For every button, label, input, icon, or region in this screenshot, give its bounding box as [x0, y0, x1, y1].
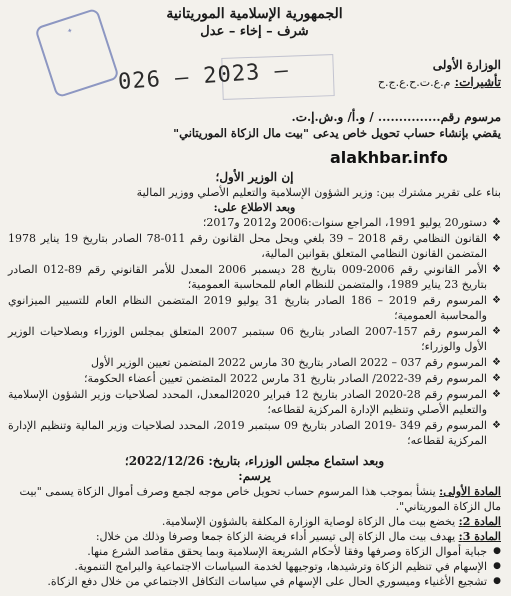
list-item: ● تشجيع الأغنياء وميسوري الحال على الإسهام في سياسات التكافل الاجتماعي من خلال دفع الزكاة.	[8, 574, 501, 589]
list-item: ❖ المرسوم رقم 157-2007 الصادر بتاريخ 06 سبتمبر 2007 المتعلق بمجلس الوزراء وبصلاحيات الوزير الأول والوزراء؛	[8, 324, 501, 354]
decree-subject: يقضي بإنشاء حساب تحويل خاص يدعى "بيت مال الزكاة الموريتاني"	[173, 126, 501, 140]
article-3-text: يهدف بيت مال الزكاة إلى تيسير أداء فريضة الزكاة جمعا وصرفا وذلك من خلال:	[95, 530, 459, 543]
article-2	[8, 514, 501, 529]
article-2-text: يخضع بيت مال الزكاة لوصاية الوزارة المكلفة بالشؤون الإسلامية.	[161, 515, 459, 528]
decrees-heading: يرسم:	[238, 469, 271, 483]
article-1-text: ينشأ بموجب هذا المرسوم حساب تحويل خاص موجه لجمع وصرف أموال الزكاة يسمى "بيت مال الزكاة الموريتاني".	[19, 485, 501, 513]
handwritten-number: 026 – 2023 –	[117, 58, 290, 95]
list-item: ❖ المرسوم رقم 2019 – 186 الصادر بتاريخ 31 يوليو 2019 المتضمن النظام العام للتسيير الميزانوي والمحاسبة العمومية؛	[8, 293, 501, 323]
article-2-label: المادة 2:	[458, 515, 501, 528]
list-item: ● الإسهام في تنظيم الزكاة وترشيدها، وتوجيهها لخدمة السياسات الاجتماعية والبرامج التنموية.	[8, 559, 501, 574]
list-item: ❖ المرسوم رقم 28-2020 الصادر بتاريخ 12 فبراير 2020المعدل، المحدد لصلاحيات وزير الشؤون الإسلامية والتعليم الأصلي وتنظيم الإدارة المركزية لقطاعه؛	[8, 387, 501, 417]
pm-heading: إن الوزير الأول؛	[215, 170, 294, 184]
watermark: alakhbar.info	[330, 148, 448, 167]
republic-header: الجمهورية الإسلامية الموريتانية	[166, 6, 343, 22]
list-item: ❖ المرسوم رقم 349 -2019 الصادر بتاريخ 09 سبتمبر 2019، المحدد لصلاحيات وزير المالية وتنظيم الإدارة المركزية لقطاعه؛	[8, 418, 501, 448]
visas-label: تأشيرات:	[454, 75, 501, 89]
ministry-block	[378, 57, 501, 91]
visas-line	[378, 74, 501, 91]
article-3-list	[8, 544, 501, 589]
after-review: وبعد الاطلاع على:	[213, 201, 296, 214]
list-item: ❖ الأمر القانوني رقم 2006-009 بتاريخ 28 ديسمبر 2006 المعدل للأمر القانوني رقم 89-012 الصادر بتاريخ 23 يناير 1989، والمتضمن للنظام العام للمحاسبة العمومية؛	[8, 262, 501, 292]
article-3	[8, 529, 501, 544]
article-3-label: المادة 3:	[458, 530, 501, 543]
ministry-name: الوزارة الأولى	[432, 58, 501, 72]
article-1-label: المادة الأولى:	[439, 485, 501, 498]
decree-title: مرسوم رقم............... / و.أ/ و.ش.إ.ت.	[291, 110, 501, 124]
list-item: ❖ المرسوم رقم 39-2022/ الصادر بتاريخ 31 مارس 2022 المتضمن تعيين أعضاء الحكومة؛	[8, 371, 501, 386]
list-item: ❖ القانون النظامي رقم 2018 – 39 بلغي ويحل محل القانون رقم 011-78 الصادر بتاريخ 19 يناير 1978 المتضمن القانون النظامي المتعلق بقوانين المالية،	[8, 231, 501, 261]
decree-body	[8, 170, 501, 589]
list-item: ❖ دستور20 يوليو 1991، المراجع سنوات:2006 و2012 و2017؛	[8, 215, 501, 230]
references-list	[8, 215, 501, 448]
official-stamp-left: ✦	[34, 8, 120, 99]
list-item: ● جباية أموال الزكاة وصرفها وفقا لأحكام الشريعة الإسلامية وبما يحقق مقاصد الشرع منها.	[8, 544, 501, 559]
council-line: وبعد استماع مجلس الوزراء، بتاريخ: 2022/12/26؛	[124, 454, 385, 468]
visas-code: م.ع.ت.ح.ع.ج.ح	[377, 76, 451, 89]
motto: شرف – إخاء – عدل	[200, 24, 309, 39]
intro-text: بناء على تقرير مشترك بين: وزير الشؤون الإسلامية والتعليم الأصلي ووزير المالية	[136, 186, 501, 199]
article-1	[8, 484, 501, 514]
list-item: ❖ المرسوم رقم 037 – 2022 الصادر بتاريخ 30 مارس 2022 المتضمن تعيين الوزير الأول	[8, 355, 501, 370]
